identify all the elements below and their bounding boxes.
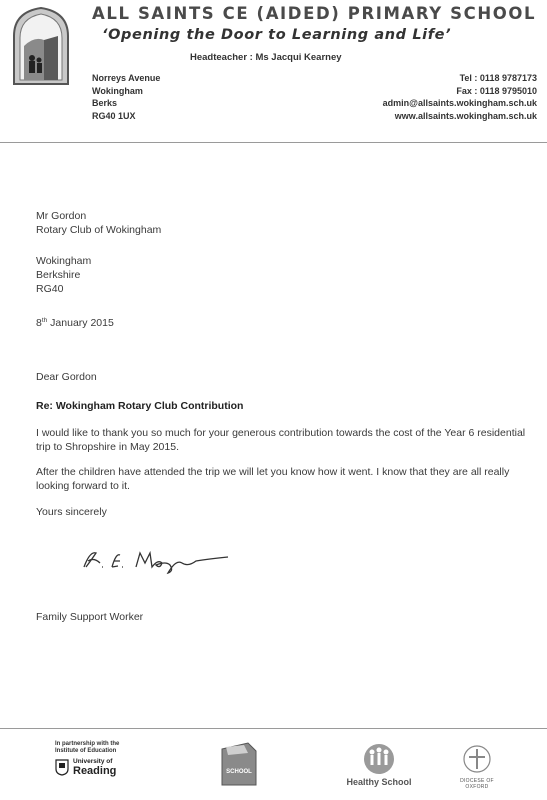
recipient-address-line: Berkshire [36,269,81,281]
school-door-logo [10,6,72,86]
partnership-text [55,741,165,755]
diocese-logo [452,742,502,792]
diocese-line: OXFORD [465,784,489,790]
school-contact [383,72,537,122]
letter-date [36,314,114,330]
address-line: Berks [92,98,118,108]
recipient-address-line: RG40 [36,283,64,295]
diocese-line: DIOCESE OF [460,778,494,784]
website-address: www.allsaints.wokingham.sch.uk [394,110,537,121]
diocese-cross-icon [452,742,502,776]
recipient-block [36,209,161,237]
school-name: ALL SAINTS CE (AIDED) PRIMARY SCHOOL [92,4,537,23]
date-day: 8 [36,317,42,329]
partnership-line: Institute of Education [55,748,117,754]
headteacher-line: Headteacher : Ms Jacqui Kearney [190,52,342,63]
university-partner-block [55,741,165,777]
address-line: Wokingham [92,85,143,96]
fax: Fax : 0118 9795010 [456,85,537,96]
telephone: Tel : 0118 9787173 [459,73,537,83]
body-paragraph: After the children have attended the trip we will let you know how it went. I know that they are all really looking forward to it. [36,466,510,492]
school-address [92,72,160,122]
address-line: RG40 1UX [92,110,136,121]
footer-divider [0,728,547,729]
university-name-main: Reading [73,765,117,777]
date-suffix: th [41,317,48,324]
recipient-name: Mr Gordon [36,210,87,222]
healthy-school-figures-icon [334,742,424,776]
recipient-organisation: Rotary Club of Wokingham [36,224,162,236]
diocese-name [452,778,502,790]
artsmark-label: SCHOOL [226,769,252,775]
date-month-year: January 2015 [47,317,114,329]
healthy-school-label: Healthy School [346,777,412,787]
university-logo [55,758,165,777]
body-paragraph: I would like to thank you so much for your generous contribution towards the cost of the Year 6 residential trip to Shropshire in May 2015. [36,427,526,453]
partnership-line: In partnership with the [55,741,120,747]
healthy-school-logo [334,742,424,790]
address-line: Norreys Avenue [92,73,161,83]
school-motto: ‘Opening the Door to Learning and Life’ [102,27,452,43]
subject-line: Re: Wokingham Rotary Club Contribution [36,400,244,412]
artsmark-badge-icon [218,741,260,787]
signatory-title: Family Support Worker [36,611,144,623]
university-name [73,758,116,777]
closing: Yours sincerely [36,506,107,518]
salutation: Dear Gordon [36,371,97,383]
university-crest-icon [55,759,69,776]
university-name-line: University of [73,758,113,765]
recipient-address [36,254,91,296]
recipient-address-line: Wokingham [36,255,92,267]
letterhead-divider [0,142,547,143]
email-address: admin@allsaints.wokingham.sch.uk [382,98,537,108]
handwritten-signature [78,545,248,575]
